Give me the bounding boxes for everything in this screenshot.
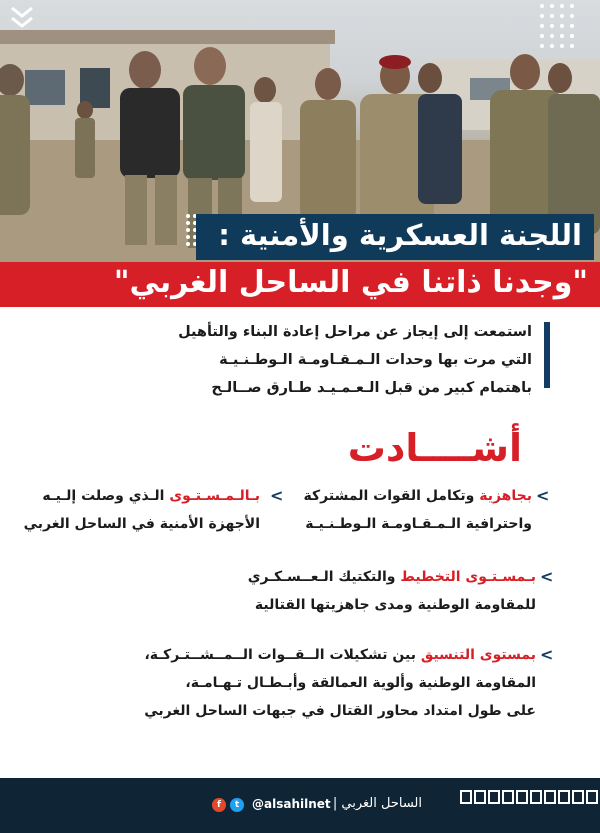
- headline-quote: "وجدنا ذاتنا في الساحل الغربي": [113, 265, 588, 300]
- quote-banner: [0, 262, 600, 307]
- praise-text: بين تشكيلات الــقــوات الــمــشــتـركـة،: [144, 647, 421, 663]
- praise-text: المقاومة الوطنية وألوية العمالقة وأبـطـال تـهـامـة،: [185, 675, 536, 691]
- praise-text: الـذي وصلت إلـيـه: [42, 488, 170, 504]
- intro-line: استمعت إلى إيجاز عن مراحل إعادة البناء والتأهيل: [178, 324, 532, 340]
- social-handle-link[interactable]: @alsahilnet: [252, 797, 331, 811]
- chevron-left-icon: <: [540, 645, 554, 664]
- praise-text: على طول امتداد محاور القتال في جبهات الساحل الغربي: [144, 703, 536, 719]
- site-name: الساحل الغربي |: [332, 796, 422, 811]
- facebook-icon[interactable]: f: [212, 798, 226, 812]
- praise-text: واحترافية الـمـقـاومـة الـوطـنـيـة: [305, 516, 532, 532]
- praise-item: [144, 641, 536, 725]
- intro-line: باهتمام كبير من قبل الـعـمـيـد طـارق صــالـح: [211, 380, 532, 396]
- praise-item: [304, 482, 532, 538]
- intro-line: التي مرت بها وحدات الـمـقـاومـة الـوطـنـيـة: [219, 352, 532, 368]
- twitter-icon[interactable]: t: [230, 798, 244, 812]
- section-heading: أشــــادت: [347, 426, 522, 470]
- praise-item: [248, 563, 536, 619]
- praise-text: وتكامل القوات المشتركة: [303, 488, 480, 504]
- footer-bar: [0, 778, 600, 833]
- praise-item: [24, 482, 260, 538]
- praise-keyword: بـالـمـسـتـوى: [169, 488, 260, 504]
- intro-paragraph: [62, 318, 532, 402]
- praise-text: للمقاومة الوطنية ومدى جاهزيتها القتالية: [254, 597, 536, 613]
- intro-accent-bar: [544, 322, 550, 388]
- page-title: اللجنة العسكرية والأمنية :: [218, 218, 582, 252]
- title-banner: [196, 214, 594, 260]
- praise-text: والتكتيك الـعــسـكـري: [247, 569, 401, 585]
- praise-keyword: بجاهزية: [479, 488, 532, 504]
- chevron-left-icon: <: [270, 486, 284, 505]
- praise-text: الأجهزة الأمنية في الساحل الغربي: [23, 516, 260, 532]
- praise-keyword: بمستوى التنسيق: [420, 647, 536, 663]
- praise-keyword: بـمسـتـوى التخطيط: [400, 569, 536, 585]
- chevron-left-icon: <: [536, 486, 550, 505]
- chevron-left-icon: <: [540, 567, 554, 586]
